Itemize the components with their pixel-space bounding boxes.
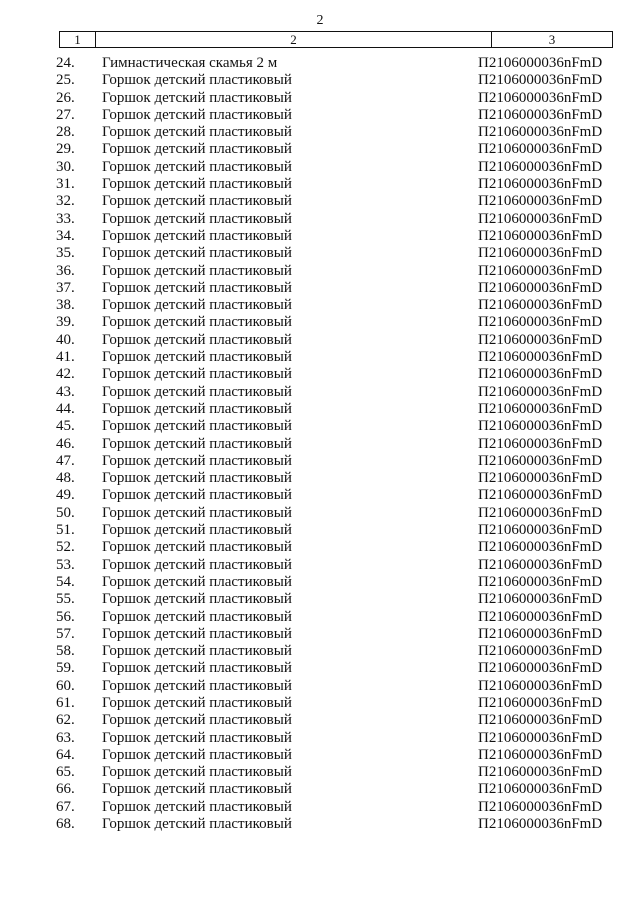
table-row xyxy=(0,678,640,695)
row-name: Горшок детский пластиковый xyxy=(102,106,292,123)
table-row xyxy=(0,366,640,383)
page-number: 2 xyxy=(316,13,324,28)
row-code: П2106000036nFmD xyxy=(478,435,603,452)
row-code: П2106000036nFmD xyxy=(478,141,603,158)
table-row xyxy=(0,712,640,729)
table-row xyxy=(0,522,640,539)
table-row xyxy=(0,453,640,470)
row-code: П2106000036nFmD xyxy=(478,746,603,763)
row-number: 48. xyxy=(56,470,75,487)
table-row xyxy=(0,90,640,107)
row-name: Горшок детский пластиковый xyxy=(102,556,292,573)
table-row xyxy=(0,141,640,158)
row-name: Горшок детский пластиковый xyxy=(102,643,292,660)
row-number: 59. xyxy=(56,660,75,677)
table-row xyxy=(0,297,640,314)
table-row xyxy=(0,626,640,643)
table-row xyxy=(0,332,640,349)
row-code: П2106000036nFmD xyxy=(478,279,603,296)
row-name: Горшок детский пластиковый xyxy=(102,781,292,798)
row-number: 67. xyxy=(56,798,75,815)
table-row xyxy=(0,418,640,435)
row-name: Горшок детский пластиковый xyxy=(102,141,292,158)
row-number: 34. xyxy=(56,227,75,244)
row-name: Горшок детский пластиковый xyxy=(102,452,292,469)
row-name: Горшок детский пластиковый xyxy=(102,400,292,417)
row-code: П2106000036nFmD xyxy=(478,677,603,694)
row-code: П2106000036nFmD xyxy=(478,349,603,366)
table-row xyxy=(0,764,640,781)
row-number: 53. xyxy=(56,556,75,573)
row-code: П2106000036nFmD xyxy=(478,573,603,590)
row-number: 68. xyxy=(56,816,75,833)
row-name: Горшок детский пластиковый xyxy=(102,89,292,106)
row-number: 64. xyxy=(56,746,75,763)
row-name: Горшок детский пластиковый xyxy=(102,297,292,314)
table-row xyxy=(0,574,640,591)
row-number: 42. xyxy=(56,366,75,383)
table-row xyxy=(0,436,640,453)
row-name: Горшок детский пластиковый xyxy=(102,591,292,608)
row-code: П2106000036nFmD xyxy=(478,712,603,729)
row-code: П2106000036nFmD xyxy=(478,400,603,417)
row-code: П2106000036nFmD xyxy=(478,522,603,539)
row-name: Горшок детский пластиковый xyxy=(102,193,292,210)
row-number: 62. xyxy=(56,712,75,729)
row-name: Горшок детский пластиковый xyxy=(102,522,292,539)
row-number: 43. xyxy=(56,383,75,400)
row-number: 29. xyxy=(56,141,75,158)
row-number: 33. xyxy=(56,210,75,227)
row-code: П2106000036nFmD xyxy=(478,314,603,331)
row-name: Горшок детский пластиковый xyxy=(102,227,292,244)
row-code: П2106000036nFmD xyxy=(478,297,603,314)
table-row xyxy=(0,349,640,366)
row-name: Горшок детский пластиковый xyxy=(102,625,292,642)
table-row xyxy=(0,193,640,210)
row-number: 45. xyxy=(56,418,75,435)
row-number: 27. xyxy=(56,106,75,123)
row-number: 58. xyxy=(56,643,75,660)
row-name: Гимнастическая скамья 2 м xyxy=(102,55,278,71)
row-code: П2106000036nFmD xyxy=(478,625,603,642)
row-number: 57. xyxy=(56,625,75,642)
table-row xyxy=(0,747,640,764)
row-number: 66. xyxy=(56,781,75,798)
table-row xyxy=(0,211,640,228)
row-number: 40. xyxy=(56,331,75,348)
row-name: Горшок детский пластиковый xyxy=(102,816,292,833)
table-row xyxy=(0,245,640,262)
table-row xyxy=(0,176,640,193)
row-name: Горшок детский пластиковый xyxy=(102,798,292,815)
row-number: 32. xyxy=(56,193,75,210)
row-code: П2106000036nFmD xyxy=(478,245,603,262)
row-code: П2106000036nFmD xyxy=(478,418,603,435)
row-code: П2106000036nFmD xyxy=(478,660,603,677)
row-code: П2106000036nFmD xyxy=(478,764,603,781)
table-row xyxy=(0,470,640,487)
header-col-code: 3 xyxy=(548,32,556,47)
table-row xyxy=(0,228,640,245)
row-code: П2106000036nFmD xyxy=(478,608,603,625)
row-name: Горшок детский пластиковый xyxy=(102,349,292,366)
row-number: 35. xyxy=(56,245,75,262)
row-number: 50. xyxy=(56,504,75,521)
row-number: 30. xyxy=(56,158,75,175)
table-row xyxy=(0,539,640,556)
row-name: Горшок детский пластиковый xyxy=(102,366,292,383)
table-row xyxy=(0,314,640,331)
row-number: 28. xyxy=(56,124,75,141)
row-code: П2106000036nFmD xyxy=(478,470,603,487)
row-number: 38. xyxy=(56,297,75,314)
row-name: Горшок детский пластиковый xyxy=(102,124,292,141)
header-col-number: 1 xyxy=(60,32,96,47)
row-code: П2106000036nFmD xyxy=(478,487,603,504)
row-code: П2106000036nFmD xyxy=(478,89,603,106)
row-number: 44. xyxy=(56,400,75,417)
row-number: 41. xyxy=(56,349,75,366)
row-code: П2106000036nFmD xyxy=(478,643,603,660)
row-code: П2106000036nFmD xyxy=(478,694,603,711)
table-row xyxy=(0,280,640,297)
row-code: П2106000036nFmD xyxy=(478,366,603,383)
row-code: П2106000036nFmD xyxy=(478,331,603,348)
row-name: Горшок детский пластиковый xyxy=(102,435,292,452)
table-row xyxy=(0,505,640,522)
row-number: 31. xyxy=(56,176,75,193)
row-code: П2106000036nFmD xyxy=(478,176,603,193)
row-number: 36. xyxy=(56,262,75,279)
table-row xyxy=(0,72,640,89)
row-name: Горшок детский пластиковый xyxy=(102,72,292,89)
row-name: Горшок детский пластиковый xyxy=(102,314,292,331)
table-row xyxy=(0,124,640,141)
row-number: 65. xyxy=(56,764,75,781)
row-name: Горшок детский пластиковый xyxy=(102,694,292,711)
row-code: П2106000036nFmD xyxy=(478,729,603,746)
table-row xyxy=(0,816,640,833)
row-name: Горшок детский пластиковый xyxy=(102,331,292,348)
table-row xyxy=(0,263,640,280)
row-code: П2106000036nFmD xyxy=(478,816,603,833)
row-name: Горшок детский пластиковый xyxy=(102,729,292,746)
row-name: Горшок детский пластиковый xyxy=(102,418,292,435)
row-number: 63. xyxy=(56,729,75,746)
row-code: П2106000036nFmD xyxy=(478,781,603,798)
table-row xyxy=(0,107,640,124)
row-code: П2106000036nFmD xyxy=(478,383,603,400)
table-row xyxy=(0,55,640,72)
row-number: 26. xyxy=(56,89,75,106)
row-name: Горшок детский пластиковый xyxy=(102,764,292,781)
table-row xyxy=(0,384,640,401)
table-body xyxy=(0,55,640,833)
row-name: Горшок детский пластиковый xyxy=(102,210,292,227)
table-row xyxy=(0,609,640,626)
row-code: П2106000036nFmD xyxy=(478,452,603,469)
row-code: П2106000036nFmD xyxy=(478,591,603,608)
row-name: Горшок детский пластиковый xyxy=(102,677,292,694)
table-row xyxy=(0,557,640,574)
row-name: Горшок детский пластиковый xyxy=(102,608,292,625)
row-code: П2106000036nFmD xyxy=(478,227,603,244)
row-code: П2106000036nFmD xyxy=(478,798,603,815)
row-number: 37. xyxy=(56,279,75,296)
row-number: 24. xyxy=(56,55,75,71)
row-name: Горшок детский пластиковый xyxy=(102,660,292,677)
row-number: 55. xyxy=(56,591,75,608)
row-name: Горшок детский пластиковый xyxy=(102,245,292,262)
row-name: Горшок детский пластиковый xyxy=(102,158,292,175)
row-code: П2106000036nFmD xyxy=(478,106,603,123)
row-code: П2106000036nFmD xyxy=(478,193,603,210)
row-name: Горшок детский пластиковый xyxy=(102,746,292,763)
table-row xyxy=(0,730,640,747)
row-number: 25. xyxy=(56,72,75,89)
row-code: П2106000036nFmD xyxy=(478,504,603,521)
row-number: 47. xyxy=(56,452,75,469)
table-row xyxy=(0,695,640,712)
row-code: П2106000036nFmD xyxy=(478,158,603,175)
row-number: 61. xyxy=(56,694,75,711)
row-name: Горшок детский пластиковый xyxy=(102,487,292,504)
row-name: Горшок детский пластиковый xyxy=(102,712,292,729)
row-code: П2106000036nFmD xyxy=(478,262,603,279)
row-number: 60. xyxy=(56,677,75,694)
row-name: Горшок детский пластиковый xyxy=(102,262,292,279)
table-row xyxy=(0,660,640,677)
row-code: П2106000036nFmD xyxy=(478,72,603,89)
row-name: Горшок детский пластиковый xyxy=(102,279,292,296)
row-number: 46. xyxy=(56,435,75,452)
row-name: Горшок детский пластиковый xyxy=(102,573,292,590)
row-number: 56. xyxy=(56,608,75,625)
table-row xyxy=(0,799,640,816)
row-name: Горшок детский пластиковый xyxy=(102,539,292,556)
row-name: Горшок детский пластиковый xyxy=(102,383,292,400)
table-row xyxy=(0,159,640,176)
row-number: 52. xyxy=(56,539,75,556)
table-header xyxy=(59,31,613,48)
header-col-name: 2 xyxy=(96,32,492,47)
table-row xyxy=(0,781,640,798)
row-number: 54. xyxy=(56,573,75,590)
row-number: 39. xyxy=(56,314,75,331)
row-code: П2106000036nFmD xyxy=(478,539,603,556)
row-number: 51. xyxy=(56,522,75,539)
row-name: Горшок детский пластиковый xyxy=(102,176,292,193)
table-row xyxy=(0,401,640,418)
row-code: П2106000036nFmD xyxy=(478,124,603,141)
row-code: П2106000036nFmD xyxy=(478,55,603,71)
table-row xyxy=(0,643,640,660)
row-number: 49. xyxy=(56,487,75,504)
row-name: Горшок детский пластиковый xyxy=(102,504,292,521)
table-row xyxy=(0,487,640,504)
row-code: П2106000036nFmD xyxy=(478,556,603,573)
table-row xyxy=(0,591,640,608)
row-code: П2106000036nFmD xyxy=(478,210,603,227)
row-name: Горшок детский пластиковый xyxy=(102,470,292,487)
